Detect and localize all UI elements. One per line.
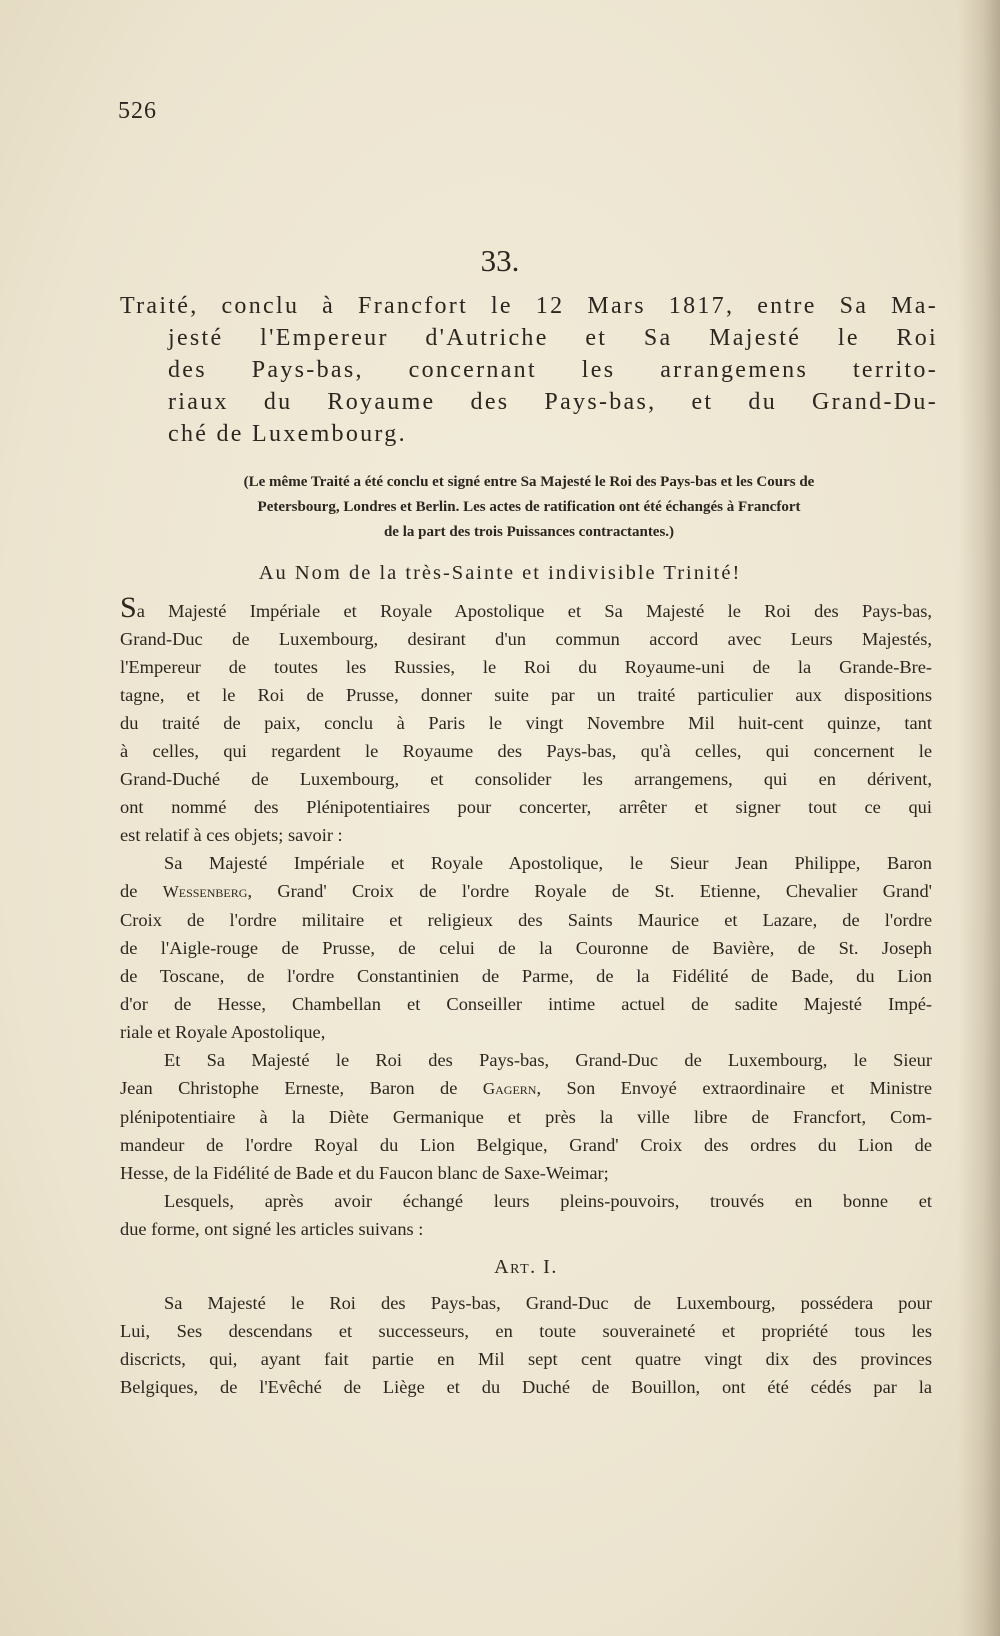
title-line: jesté l'Empereur d'Autriche et Sa Majesté le Roi (168, 325, 938, 351)
dropcap: S (120, 591, 137, 624)
article-line: discricts, qui, ayant fait partie en Mil sept cent quatre vingt dix des provinces (120, 1349, 932, 1369)
page-number: 526 (118, 98, 157, 124)
austria-plenipotentiary-line: riale et Royale Apostolique, (120, 1022, 326, 1042)
austria-name-prefix: de (120, 881, 163, 901)
netherlands-plenipotentiary-name: Gagern (482, 1079, 537, 1098)
article-line: Belgiques, de l'Evêché de Liège et du Duché de Bouillon, ont été cédés par la (120, 1377, 932, 1397)
netherlands-name-suffix: , Son Envoyé extraordinaire et Ministre (536, 1078, 933, 1098)
austria-plenipotentiary-line: de Toscane, de l'ordre Constantinien de Parme, de la Fidélité de Bade, du Lion (120, 966, 932, 986)
netherlands-name-prefix: Jean Christophe Erneste, Baron de (120, 1078, 483, 1098)
netherlands-plenipotentiary-name-line (120, 1074, 932, 1103)
austria-name-suffix: , Grand' Croix de l'ordre Royale de St. Etienne, Chevalier Grand' (247, 881, 932, 901)
netherlands-plenipotentiary-line: mandeur de l'ordre Royal du Lion Belgique, Grand' Croix des ordres du Lion de (120, 1135, 932, 1155)
article-heading: Art. I. (494, 1256, 558, 1278)
lesquels-line: due forme, ont signé les articles suivans : (120, 1219, 424, 1239)
note-line: (Le même Traité a été conclu et signé entre Sa Majesté le Roi des Pays-bas et les Cours de (243, 474, 815, 490)
preamble-line: du traité de paix, conclu à Paris le vingt Novembre Mil huit-cent quinze, tant (120, 713, 932, 733)
austria-plenipotentiary-line: Croix de l'ordre militaire et religieux des Saints Maurice et Lazare, de l'ordre (120, 910, 932, 930)
preamble-line: est relatif à ces objets; savoir : (120, 825, 343, 845)
title-line: riaux du Royaume des Pays-bas, et du Grand-Du- (168, 389, 938, 415)
treaty-number: 33. (480, 243, 520, 278)
preamble-line: Grand-Duc de Luxembourg, desirant d'un commun accord avec Leurs Majestés, (120, 629, 932, 649)
preamble-line: tagne, et le Roi de Prusse, donner suite par un traité particulier aux dispositions (120, 685, 932, 705)
preamble-first-rest: a Majesté Impériale et Royale Apostolique et Sa Majesté le Roi des Pays-bas, (136, 601, 932, 621)
title-line: Traité, conclu à Francfort le 12 Mars 1817, entre Sa Ma- (120, 293, 938, 319)
note-line: Petersbourg, Londres et Berlin. Les actes de ratification ont été échangés à Francfort (257, 499, 801, 515)
treaty-title (120, 290, 938, 450)
note-line: de la part des trois Puissances contractantes.) (383, 524, 675, 540)
austria-plenipotentiary-line: Sa Majesté Impériale et Royale Apostolique, le Sieur Jean Philippe, Baron (164, 853, 932, 873)
netherlands-plenipotentiary-line: Hesse, de la Fidélité de Bade et du Faucon blanc de Saxe-Weimar; (120, 1163, 609, 1183)
preamble-line: à celles, qui regardent le Royaume des Pays-bas, qu'à celles, qui concernent le (120, 741, 932, 761)
austria-plenipotentiary-name-line (120, 877, 932, 906)
preamble-line: ont nommé des Plénipotentiaires pour concerter, arrêter et signer tout ce qui (120, 797, 932, 817)
preamble-line: l'Empereur de toutes les Russies, le Roi du Royaume-uni de la Grande-Bre- (120, 657, 932, 677)
title-line: ché de Luxembourg. (168, 421, 407, 447)
preamble-first-line (120, 591, 932, 625)
article-line: Lui, Ses descendans et successeurs, en toute souveraineté et propriété tous les (120, 1321, 932, 1341)
austria-plenipotentiary-name: Wessenberg (162, 882, 248, 901)
invocation: Au Nom de la très-Sainte et indivisible Trinité! (258, 562, 742, 584)
netherlands-plenipotentiary-line: plénipotentiaire à la Diète Germanique et près la ville libre de Francfort, Com- (120, 1107, 932, 1127)
editorial-note (120, 470, 938, 545)
austria-plenipotentiary-line: d'or de Hesse, Chambellan et Conseiller intime actuel de sadite Majesté Impé- (120, 994, 932, 1014)
title-line: des Pays-bas, concernant les arrangemens territo- (168, 357, 938, 383)
treaty-body (120, 591, 933, 1401)
article-line: Sa Majesté le Roi des Pays-bas, Grand-Duc de Luxembourg, possédera pour (164, 1293, 932, 1313)
austria-plenipotentiary-line: de l'Aigle-rouge de Prusse, de celui de la Couronne de Bavière, de St. Joseph (120, 938, 932, 958)
preamble-line: Grand-Duché de Luxembourg, et consolider les arrangemens, qui en dérivent, (120, 769, 932, 789)
lesquels-line: Lesquels, après avoir échangé leurs pleins-pouvoirs, trouvés en bonne et (164, 1191, 932, 1211)
netherlands-plenipotentiary-line: Et Sa Majesté le Roi des Pays-bas, Grand-Duc de Luxembourg, le Sieur (164, 1050, 932, 1070)
